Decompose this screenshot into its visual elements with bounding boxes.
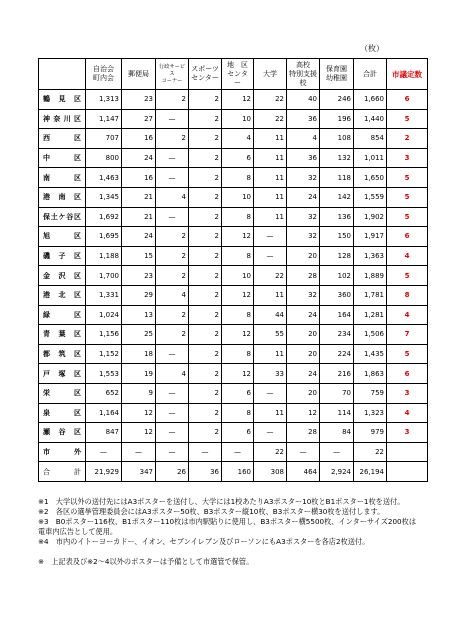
- cell-sports: —: [189, 442, 222, 462]
- cell-post: 24: [122, 227, 156, 247]
- cell-qty: 3: [387, 383, 428, 403]
- cell-chiku: 12: [222, 227, 254, 247]
- cell-total: 1,650: [354, 168, 387, 188]
- cell-qty: 6: [387, 364, 428, 384]
- ward-name: 戸塚区: [39, 364, 86, 384]
- poster-distribution-table: [38, 58, 428, 482]
- table-row: [39, 168, 428, 188]
- cell-jichikai: 652: [86, 383, 122, 403]
- cell-hoiku: 70: [320, 383, 354, 403]
- cell-univ: 11: [254, 187, 287, 207]
- note-4: ※4 市内のイトーヨーカドー、イオン、セブンイレブン及びローソンにもA3ポスターを各店2枚送付。: [38, 537, 370, 546]
- cell-sports: 2: [189, 364, 222, 384]
- cell-jichikai: 847: [86, 423, 122, 443]
- cell-qty: 6: [387, 90, 428, 110]
- cell-jichikai: 1,695: [86, 227, 122, 247]
- cell-qty: 4: [387, 246, 428, 266]
- cell-univ: 11: [254, 285, 287, 305]
- cell-post: 16: [122, 168, 156, 188]
- cell-hoiku: 84: [320, 423, 354, 443]
- cell-sports: 2: [189, 305, 222, 325]
- header-univ: 大学: [254, 59, 287, 90]
- cell-service: 2: [156, 90, 189, 110]
- cell-post: 12: [122, 403, 156, 423]
- cell-qty: 5: [387, 187, 428, 207]
- cell-service: 2: [156, 266, 189, 286]
- cell-univ: 11: [254, 344, 287, 364]
- table-row: [39, 442, 428, 462]
- cell-hoiku: 114: [320, 403, 354, 423]
- cell-chiku: 12: [222, 90, 254, 110]
- cell-univ: 22: [254, 442, 287, 462]
- cell-service: —: [156, 148, 189, 168]
- total-row: [39, 462, 428, 482]
- note-2: ※2 各区の選挙管理委員会にはA3ポスター50枚、B3ポスター縦10枚、B3ポスター横30枚を送付します。: [38, 507, 385, 516]
- cell-sports: 2: [189, 207, 222, 227]
- cell-hoiku: 150: [320, 227, 354, 247]
- cell-sports: 2: [189, 344, 222, 364]
- cell-qty: [387, 462, 428, 482]
- cell-koukou: 32: [287, 207, 320, 227]
- header-sports: スポーツ センター: [189, 59, 222, 90]
- cell-qty: 5: [387, 266, 428, 286]
- ward-name: 市外: [39, 442, 86, 462]
- cell-chiku: 6: [222, 148, 254, 168]
- cell-sports: 2: [189, 246, 222, 266]
- cell-service: —: [156, 403, 189, 423]
- cell-hoiku: 360: [320, 285, 354, 305]
- cell-post: 25: [122, 325, 156, 345]
- cell-koukou: 36: [287, 148, 320, 168]
- cell-total: 1,506: [354, 325, 387, 345]
- cell-koukou: 20: [287, 383, 320, 403]
- header-post: 郵便局: [122, 59, 156, 90]
- cell-koukou: 12: [287, 403, 320, 423]
- cell-qty: 5: [387, 207, 428, 227]
- cell-service: —: [156, 383, 189, 403]
- ward-name: 磯子区: [39, 246, 86, 266]
- table-row: [39, 207, 428, 227]
- cell-univ: 11: [254, 403, 287, 423]
- cell-chiku: 160: [222, 462, 254, 482]
- cell-total: 1,889: [354, 266, 387, 286]
- cell-sports: 2: [189, 325, 222, 345]
- cell-chiku: 6: [222, 383, 254, 403]
- cell-univ: 11: [254, 129, 287, 149]
- table-row: [39, 285, 428, 305]
- cell-service: 2: [156, 246, 189, 266]
- cell-univ: —: [254, 423, 287, 443]
- cell-post: 29: [122, 285, 156, 305]
- cell-univ: 308: [254, 462, 287, 482]
- cell-univ: 22: [254, 266, 287, 286]
- cell-jichikai: 1,463: [86, 168, 122, 188]
- cell-post: 347: [122, 462, 156, 482]
- cell-post: 27: [122, 109, 156, 129]
- table-row: [39, 423, 428, 443]
- notes-section: [38, 497, 422, 567]
- cell-univ: 22: [254, 90, 287, 110]
- cell-total: 979: [354, 423, 387, 443]
- ward-name: 西区: [39, 129, 86, 149]
- cell-total: 1,011: [354, 148, 387, 168]
- cell-jichikai: 1,345: [86, 187, 122, 207]
- cell-koukou: 32: [287, 168, 320, 188]
- cell-chiku: 10: [222, 266, 254, 286]
- cell-jichikai: 1,024: [86, 305, 122, 325]
- cell-service: 2: [156, 305, 189, 325]
- cell-koukou: —: [287, 442, 320, 462]
- cell-total: 1,781: [354, 285, 387, 305]
- cell-chiku: 10: [222, 187, 254, 207]
- cell-chiku: 10: [222, 109, 254, 129]
- cell-post: 12: [122, 423, 156, 443]
- cell-service: —: [156, 168, 189, 188]
- header-koukou: 高校 特別支援校: [287, 59, 320, 90]
- cell-koukou: 464: [287, 462, 320, 482]
- ward-name: 港北区: [39, 285, 86, 305]
- cell-service: —: [156, 207, 189, 227]
- cell-sports: 2: [189, 129, 222, 149]
- cell-koukou: 28: [287, 423, 320, 443]
- cell-total: 1,281: [354, 305, 387, 325]
- cell-post: 15: [122, 246, 156, 266]
- cell-total: 1,440: [354, 109, 387, 129]
- cell-chiku: 4: [222, 129, 254, 149]
- cell-hoiku: 2,924: [320, 462, 354, 482]
- cell-qty: 3: [387, 148, 428, 168]
- ward-name: 鶴見区: [39, 90, 86, 110]
- cell-service: 4: [156, 364, 189, 384]
- header-chiku: 地 区 センター: [222, 59, 254, 90]
- cell-jichikai: 1,156: [86, 325, 122, 345]
- cell-koukou: 20: [287, 344, 320, 364]
- cell-chiku: 6: [222, 423, 254, 443]
- cell-koukou: 24: [287, 305, 320, 325]
- cell-total: 1,323: [354, 403, 387, 423]
- cell-post: 23: [122, 266, 156, 286]
- table-row: [39, 325, 428, 345]
- cell-service: 4: [156, 187, 189, 207]
- cell-hoiku: —: [320, 442, 354, 462]
- table-row: [39, 227, 428, 247]
- cell-univ: —: [254, 383, 287, 403]
- cell-qty: 4: [387, 305, 428, 325]
- cell-hoiku: 128: [320, 246, 354, 266]
- header-qty: 市議定数: [387, 59, 428, 90]
- cell-jichikai: 1,331: [86, 285, 122, 305]
- cell-post: 24: [122, 148, 156, 168]
- cell-chiku: 12: [222, 325, 254, 345]
- cell-koukou: 20: [287, 325, 320, 345]
- cell-koukou: 32: [287, 285, 320, 305]
- cell-post: 13: [122, 305, 156, 325]
- cell-sports: 2: [189, 168, 222, 188]
- cell-total: 759: [354, 383, 387, 403]
- cell-hoiku: 164: [320, 305, 354, 325]
- cell-koukou: 4: [287, 129, 320, 149]
- cell-qty: 2: [387, 129, 428, 149]
- cell-univ: —: [254, 227, 287, 247]
- cell-chiku: 8: [222, 168, 254, 188]
- cell-univ: 33: [254, 364, 287, 384]
- cell-qty: 6: [387, 227, 428, 247]
- table-row: [39, 403, 428, 423]
- cell-service: 2: [156, 227, 189, 247]
- table-row: [39, 90, 428, 110]
- cell-jichikai: 1,188: [86, 246, 122, 266]
- cell-hoiku: 108: [320, 129, 354, 149]
- cell-hoiku: 224: [320, 344, 354, 364]
- cell-sports: 2: [189, 227, 222, 247]
- cell-qty: 5: [387, 168, 428, 188]
- cell-service: —: [156, 442, 189, 462]
- cell-chiku: 8: [222, 305, 254, 325]
- cell-hoiku: 132: [320, 148, 354, 168]
- cell-qty: 3: [387, 423, 428, 443]
- cell-sports: 2: [189, 109, 222, 129]
- cell-post: 19: [122, 364, 156, 384]
- cell-hoiku: 118: [320, 168, 354, 188]
- cell-jichikai: 707: [86, 129, 122, 149]
- cell-qty: 5: [387, 109, 428, 129]
- cell-qty: 5: [387, 344, 428, 364]
- cell-hoiku: 216: [320, 364, 354, 384]
- ward-name: 瀬谷区: [39, 423, 86, 443]
- table-row: [39, 246, 428, 266]
- cell-chiku: 12: [222, 364, 254, 384]
- cell-koukou: 28: [287, 266, 320, 286]
- cell-service: 4: [156, 285, 189, 305]
- ward-name: 金沢区: [39, 266, 86, 286]
- cell-service: 26: [156, 462, 189, 482]
- cell-total: 854: [354, 129, 387, 149]
- table-header-row: [39, 59, 428, 90]
- cell-jichikai: 800: [86, 148, 122, 168]
- table-row: [39, 383, 428, 403]
- cell-post: 23: [122, 90, 156, 110]
- cell-univ: 44: [254, 305, 287, 325]
- cell-post: 9: [122, 383, 156, 403]
- cell-koukou: 36: [287, 109, 320, 129]
- cell-hoiku: 196: [320, 109, 354, 129]
- ward-name: 中区: [39, 148, 86, 168]
- ward-name: 都筑区: [39, 344, 86, 364]
- cell-total: 1,902: [354, 207, 387, 227]
- cell-service: —: [156, 344, 189, 364]
- cell-hoiku: 246: [320, 90, 354, 110]
- note-5: ※ 上記表及び※2～4以外のポスターは予備として市選管で保管。: [38, 557, 254, 566]
- cell-qty: 7: [387, 325, 428, 345]
- cell-jichikai: 1,164: [86, 403, 122, 423]
- cell-sports: 2: [189, 187, 222, 207]
- table-row: [39, 187, 428, 207]
- cell-sports: 36: [189, 462, 222, 482]
- cell-koukou: 40: [287, 90, 320, 110]
- cell-sports: 2: [189, 90, 222, 110]
- table-row: [39, 305, 428, 325]
- header-hoiku: 保育園 幼稚園: [320, 59, 354, 90]
- cell-chiku: 8: [222, 207, 254, 227]
- note-3: ※3 B0ポスター116枚、B1ポスター110枚は市内駅貼りに使用し、B3ポスター横5500枚、インターサイズ200枚は電車内広告として使用。: [38, 517, 417, 536]
- cell-service: 2: [156, 129, 189, 149]
- cell-jichikai: 21,929: [86, 462, 122, 482]
- cell-sports: 2: [189, 403, 222, 423]
- cell-koukou: 24: [287, 187, 320, 207]
- cell-total: 1,660: [354, 90, 387, 110]
- cell-total: 1,559: [354, 187, 387, 207]
- cell-hoiku: 102: [320, 266, 354, 286]
- ward-name: 港南区: [39, 187, 86, 207]
- ward-name: 栄区: [39, 383, 86, 403]
- cell-jichikai: 1,692: [86, 207, 122, 227]
- cell-hoiku: 142: [320, 187, 354, 207]
- cell-qty: 4: [387, 403, 428, 423]
- cell-jichikai: 1,147: [86, 109, 122, 129]
- cell-univ: —: [254, 246, 287, 266]
- cell-total: 22: [354, 442, 387, 462]
- cell-post: —: [122, 442, 156, 462]
- note-1: ※1 大学以外の送付先にはA3ポスターを送付し、大学には1校あたりA3ポスター10枚とB1ポスター1枚を送付。: [38, 497, 405, 506]
- cell-hoiku: 234: [320, 325, 354, 345]
- header-service: 行政サービス コーナー: [156, 59, 189, 90]
- cell-post: 21: [122, 207, 156, 227]
- cell-hoiku: 136: [320, 207, 354, 227]
- cell-chiku: —: [222, 442, 254, 462]
- cell-service: 2: [156, 325, 189, 345]
- header-name: [39, 59, 86, 90]
- cell-post: 16: [122, 129, 156, 149]
- cell-sports: 2: [189, 383, 222, 403]
- ward-name: 緑区: [39, 305, 86, 325]
- ward-name: 南区: [39, 168, 86, 188]
- header-total: 合計: [354, 59, 387, 90]
- ward-name: 保土ケ谷区: [39, 207, 86, 227]
- cell-univ: 11: [254, 168, 287, 188]
- cell-sports: 2: [189, 266, 222, 286]
- cell-chiku: 8: [222, 403, 254, 423]
- cell-koukou: 32: [287, 227, 320, 247]
- cell-total: 26,194: [354, 462, 387, 482]
- cell-sports: 2: [189, 285, 222, 305]
- cell-koukou: 24: [287, 364, 320, 384]
- cell-chiku: 8: [222, 246, 254, 266]
- cell-service: —: [156, 109, 189, 129]
- ward-name: 泉区: [39, 403, 86, 423]
- cell-jichikai: 1,152: [86, 344, 122, 364]
- cell-univ: 22: [254, 109, 287, 129]
- cell-post: 18: [122, 344, 156, 364]
- table-row: [39, 109, 428, 129]
- cell-service: —: [156, 423, 189, 443]
- table-body: [39, 90, 428, 482]
- table-row: [39, 344, 428, 364]
- cell-total: 1,435: [354, 344, 387, 364]
- cell-chiku: 8: [222, 344, 254, 364]
- ward-name: 合計: [39, 462, 86, 482]
- cell-jichikai: 1,313: [86, 90, 122, 110]
- unit-label: （枚）: [360, 44, 384, 53]
- ward-name: 神奈川区: [39, 109, 86, 129]
- table-row: [39, 266, 428, 286]
- cell-univ: 55: [254, 325, 287, 345]
- cell-total: 1,863: [354, 364, 387, 384]
- cell-sports: 2: [189, 148, 222, 168]
- cell-jichikai: 1,700: [86, 266, 122, 286]
- cell-qty: 8: [387, 285, 428, 305]
- ward-name: 青葉区: [39, 325, 86, 345]
- cell-sports: 2: [189, 423, 222, 443]
- cell-total: 1,917: [354, 227, 387, 247]
- header-jichikai: 自治会 町内会: [86, 59, 122, 90]
- table-row: [39, 148, 428, 168]
- cell-jichikai: —: [86, 442, 122, 462]
- cell-post: 21: [122, 187, 156, 207]
- cell-chiku: 12: [222, 285, 254, 305]
- cell-qty: [387, 442, 428, 462]
- cell-univ: 11: [254, 148, 287, 168]
- cell-univ: 11: [254, 207, 287, 227]
- table-row: [39, 129, 428, 149]
- table-row: [39, 364, 428, 384]
- cell-koukou: 20: [287, 246, 320, 266]
- ward-name: 旭区: [39, 227, 86, 247]
- cell-total: 1,363: [354, 246, 387, 266]
- cell-jichikai: 1,553: [86, 364, 122, 384]
